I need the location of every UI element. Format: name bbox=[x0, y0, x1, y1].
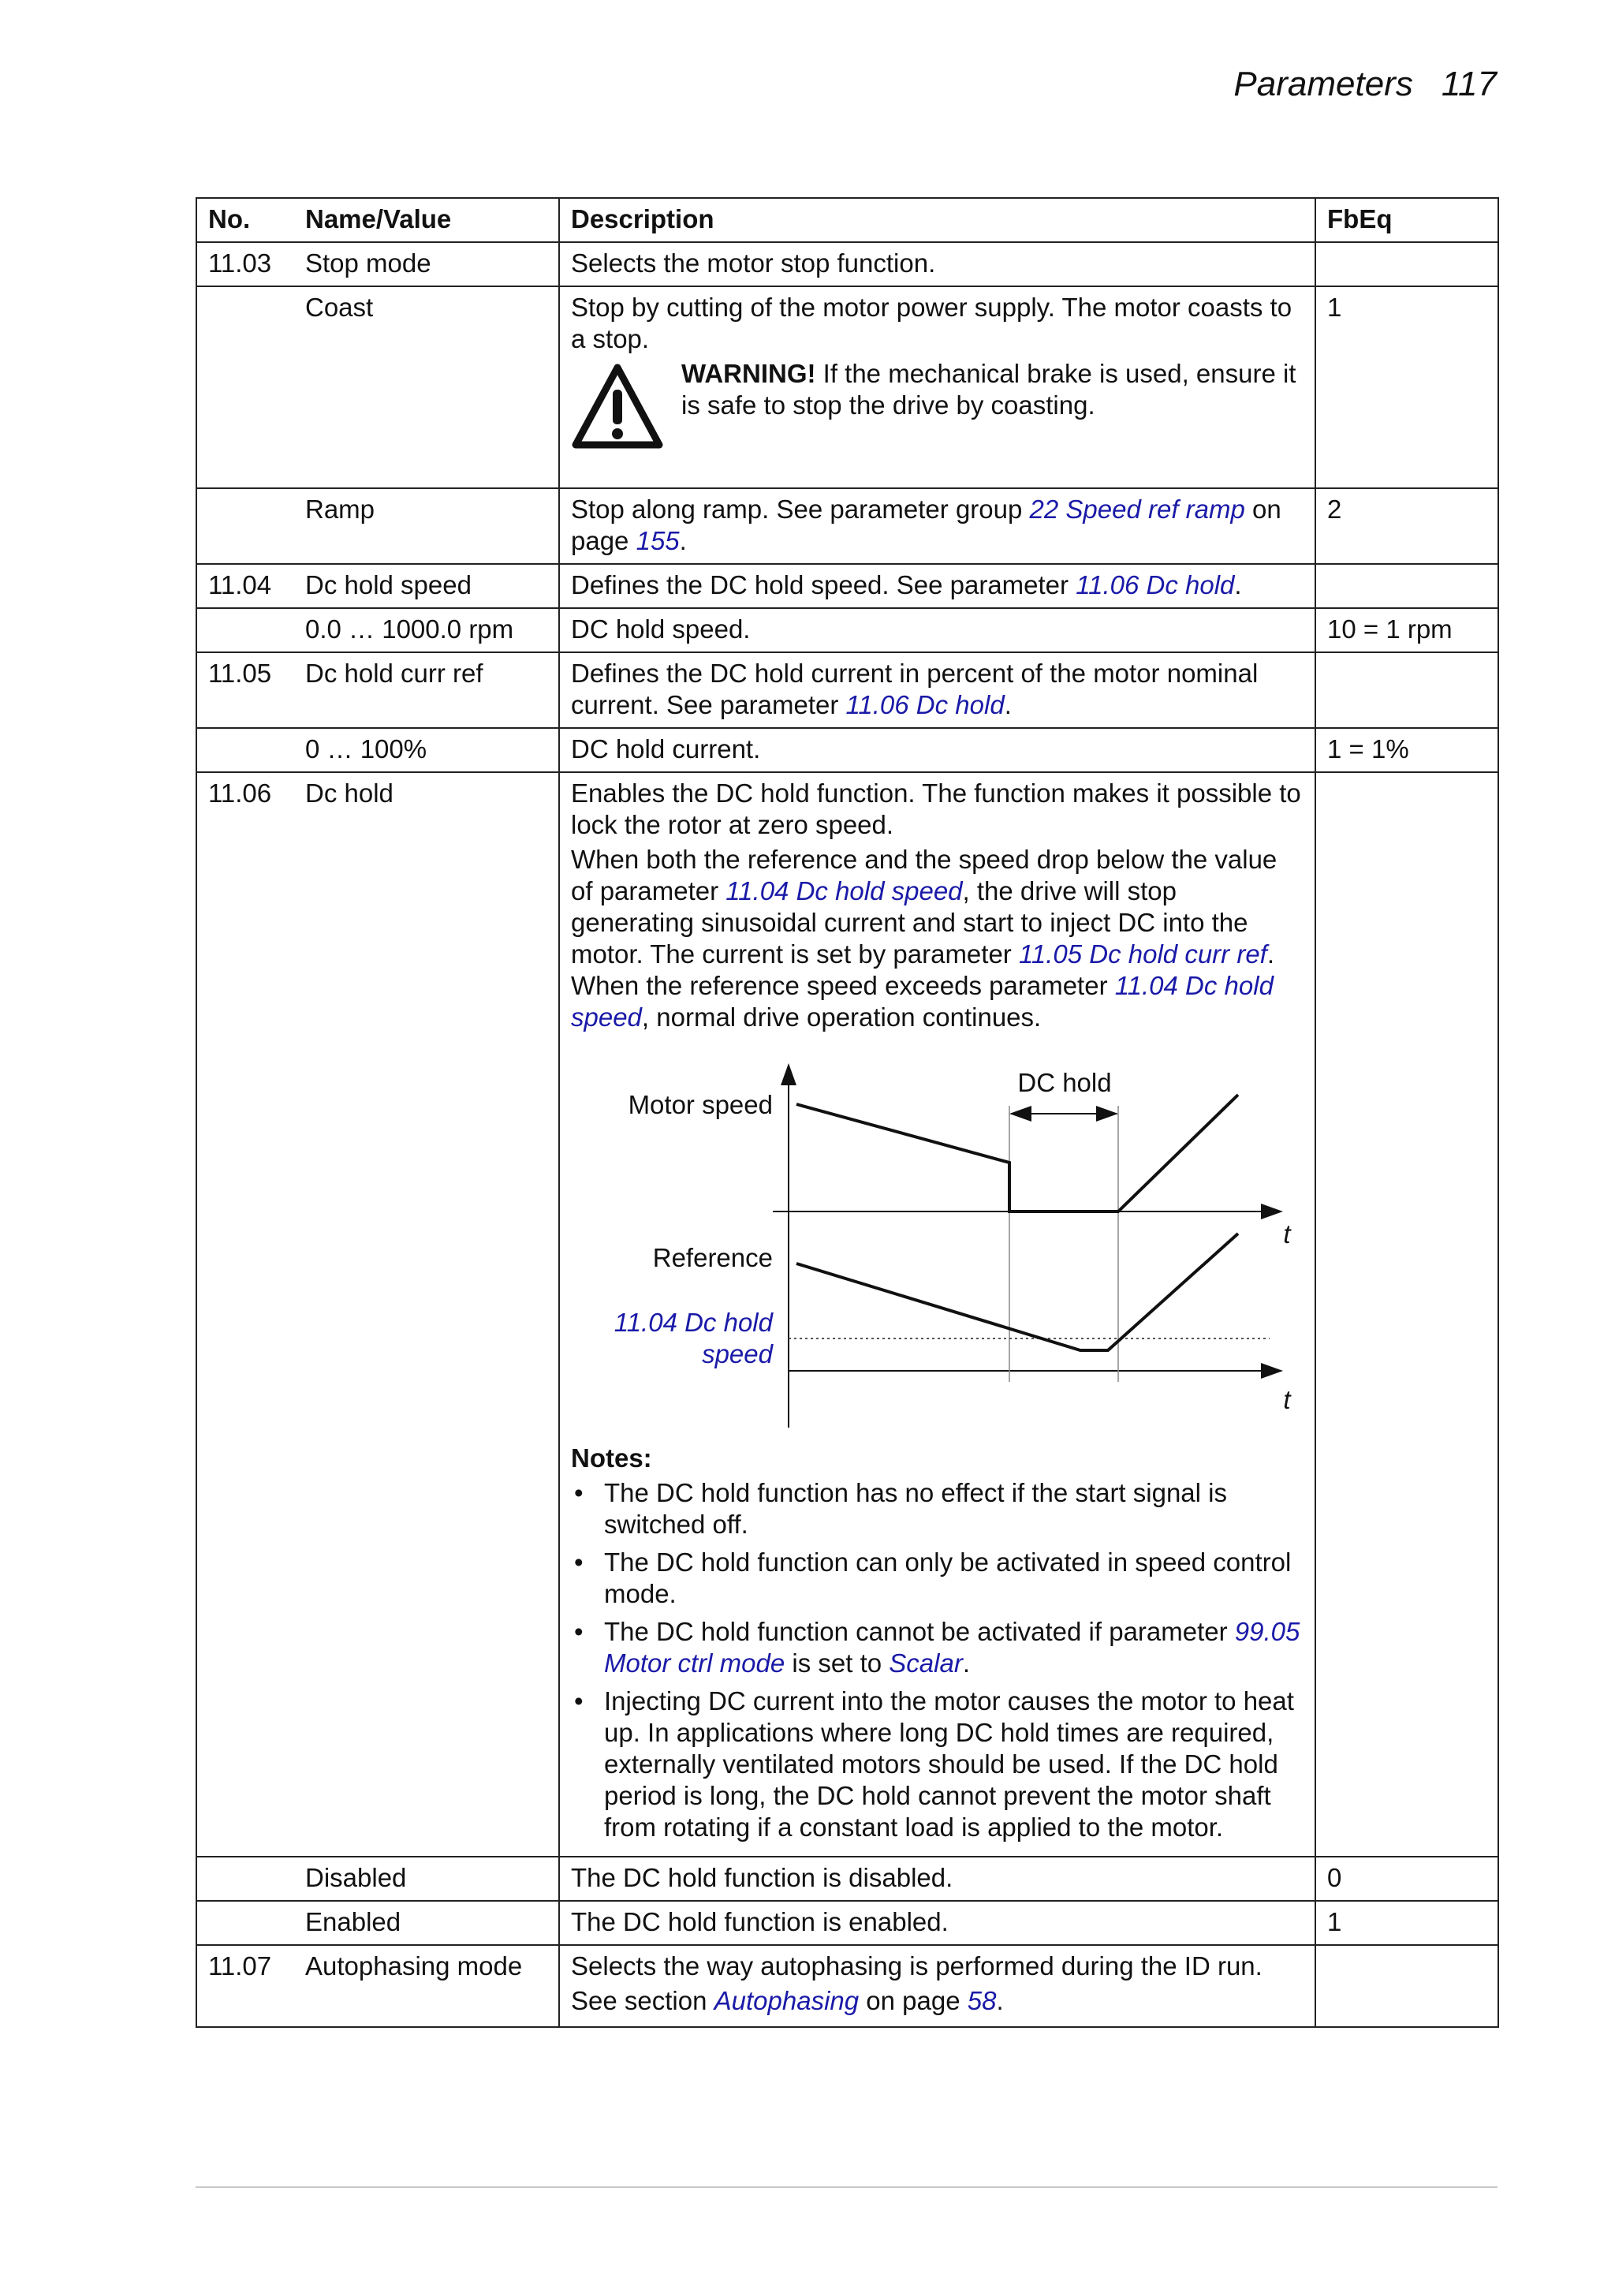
link-dc-hold[interactable]: 11.06 Dc hold bbox=[1076, 570, 1235, 599]
value-fbeq: 0 bbox=[1315, 1857, 1498, 1901]
warning-block bbox=[571, 358, 1304, 457]
reference-label: Reference bbox=[652, 1243, 773, 1272]
footer-divider bbox=[196, 2186, 1498, 2188]
motor-speed-label: Motor speed bbox=[628, 1090, 773, 1119]
col-header-no: No. bbox=[196, 198, 294, 242]
param-name: Dc hold bbox=[294, 772, 559, 1857]
value-name: 0 … 100% bbox=[294, 728, 559, 772]
value-description: DC hold current. bbox=[559, 728, 1315, 772]
table-row bbox=[196, 1857, 1498, 1901]
value-name: 0.0 … 1000.0 rpm bbox=[294, 608, 559, 652]
table-row bbox=[196, 608, 1498, 652]
value-name: Coast bbox=[294, 286, 559, 488]
param-number: 11.06 bbox=[196, 772, 294, 1857]
value-name: Disabled bbox=[294, 1857, 559, 1901]
value-description: Stop along ramp. See parameter group 22 Speed ref ramp on page 155. bbox=[559, 488, 1315, 564]
value-description: The DC hold function is enabled. bbox=[559, 1901, 1315, 1945]
value-fbeq: 1 = 1% bbox=[1315, 728, 1498, 772]
param-description: Defines the DC hold speed. See parameter 11.06 Dc hold. bbox=[559, 564, 1315, 608]
table-row bbox=[196, 1901, 1498, 1945]
link-autophasing[interactable]: Autophasing bbox=[714, 1986, 860, 2015]
link-dc-hold-speed[interactable]: 11.04 Dc hold speed bbox=[571, 971, 1274, 1032]
value-description bbox=[559, 286, 1315, 488]
value-name: Ramp bbox=[294, 488, 559, 564]
reference-curve bbox=[796, 1234, 1238, 1350]
warning-triangle-icon bbox=[571, 358, 681, 457]
notes-list bbox=[571, 1477, 1304, 1843]
col-header-description: Description bbox=[559, 198, 1315, 242]
table-row bbox=[196, 286, 1498, 488]
section-title: Parameters bbox=[1233, 65, 1413, 103]
table-row bbox=[196, 1945, 1498, 2027]
table-row bbox=[196, 652, 1498, 728]
param-description bbox=[559, 772, 1315, 1857]
list-item: • The DC hold function can only be activated in speed control mode. bbox=[571, 1547, 1304, 1610]
dc-hold-speed-label-2: speed bbox=[702, 1339, 773, 1368]
param-name: Dc hold speed bbox=[294, 564, 559, 608]
param-name: Dc hold curr ref bbox=[294, 652, 559, 728]
value-description: DC hold speed. bbox=[559, 608, 1315, 652]
dc-hold-diagram bbox=[560, 1057, 1304, 1435]
param-number: 11.05 bbox=[196, 652, 294, 728]
param-number: 11.07 bbox=[196, 1945, 294, 2027]
value-description: The DC hold function is disabled. bbox=[559, 1857, 1315, 1901]
list-item: • The DC hold function has no effect if the start signal is switched off. bbox=[571, 1477, 1304, 1540]
notes-title: Notes: bbox=[571, 1443, 652, 1473]
dc-hold-intro: Enables the DC hold function. The function makes it possible to lock the rotor at zero speed. bbox=[571, 778, 1301, 839]
link-page-58[interactable]: 58 bbox=[967, 1986, 997, 2015]
value-name: Enabled bbox=[294, 1901, 559, 1945]
list-item: • Injecting DC current into the motor causes the motor to heat up. In applications where long DC hold times are required, externally ventilated motors should be used. If the DC hold period is long, the DC hold cannot prevent the motor shaft from rotating if a constant load is applied to the motor. bbox=[571, 1686, 1304, 1843]
param-name: Autophasing mode bbox=[294, 1945, 559, 2027]
list-item: • The DC hold function cannot be activated if parameter 99.05 Motor ctrl mode is set to Scalar. bbox=[571, 1616, 1304, 1679]
link-speed-ref-ramp[interactable]: 22 Speed ref ramp bbox=[1029, 495, 1245, 524]
table-row bbox=[196, 488, 1498, 564]
value-fbeq: 10 = 1 rpm bbox=[1315, 608, 1498, 652]
col-header-fbeq: FbEq bbox=[1315, 198, 1498, 242]
coast-description: Stop by cutting of the motor power supply. The motor coasts to a stop. bbox=[571, 293, 1292, 353]
link-motor-ctrl-mode[interactable]: 99.05 Motor ctrl mode bbox=[604, 1617, 1300, 1678]
param-description: Selects the motor stop function. bbox=[559, 242, 1315, 286]
table-row bbox=[196, 564, 1498, 608]
param-number: 11.04 bbox=[196, 564, 294, 608]
value-fbeq: 1 bbox=[1315, 286, 1498, 488]
param-name: Stop mode bbox=[294, 242, 559, 286]
param-fbeq bbox=[1315, 242, 1498, 286]
time-label-lower: t bbox=[1283, 1385, 1291, 1414]
link-page-155[interactable]: 155 bbox=[636, 526, 680, 555]
page-header bbox=[1233, 65, 1497, 104]
parameter-table bbox=[196, 197, 1499, 2028]
dc-hold-detail: When both the reference and the speed drop below the value of parameter 11.04 Dc hold speed, the drive will stop generating sinusoidal current and start to inject DC into the motor. The current is set by parameter 11.05 Dc hold curr ref. When the reference speed exceeds parameter 11.04 Dc hold speed, normal drive operation continues. bbox=[571, 845, 1277, 1032]
table-row bbox=[196, 242, 1498, 286]
table-row bbox=[196, 772, 1498, 1857]
dc-hold-label: DC hold bbox=[1017, 1068, 1112, 1097]
time-label-upper: t bbox=[1283, 1219, 1291, 1249]
param-description: Selects the way autophasing is performed during the ID run. See section Autophasing on page 58. bbox=[559, 1945, 1315, 2027]
value-fbeq: 2 bbox=[1315, 488, 1498, 564]
link-dc-hold-curr-ref[interactable]: 11.05 Dc hold curr ref bbox=[1018, 939, 1267, 969]
link-scalar[interactable]: Scalar bbox=[889, 1648, 963, 1678]
table-header-row bbox=[196, 198, 1498, 242]
param-number: 11.03 bbox=[196, 242, 294, 286]
table-row bbox=[196, 728, 1498, 772]
value-fbeq: 1 bbox=[1315, 1901, 1498, 1945]
motor-speed-curve bbox=[796, 1095, 1238, 1211]
page-number: 117 bbox=[1441, 65, 1497, 103]
link-dc-hold-speed[interactable]: 11.04 Dc hold speed bbox=[725, 876, 963, 905]
warning-label: WARNING! bbox=[681, 359, 816, 388]
dc-hold-speed-label-1: 11.04 Dc hold bbox=[614, 1308, 773, 1337]
col-header-name: Name/Value bbox=[294, 198, 559, 242]
link-dc-hold[interactable]: 11.06 Dc hold bbox=[845, 690, 1005, 719]
warning-text: If the mechanical brake is used, ensure it is safe to stop the drive by coasting. bbox=[681, 359, 1296, 420]
param-description: Defines the DC hold current in percent of the motor nominal current. See parameter 11.06 Dc hold. bbox=[559, 652, 1315, 728]
